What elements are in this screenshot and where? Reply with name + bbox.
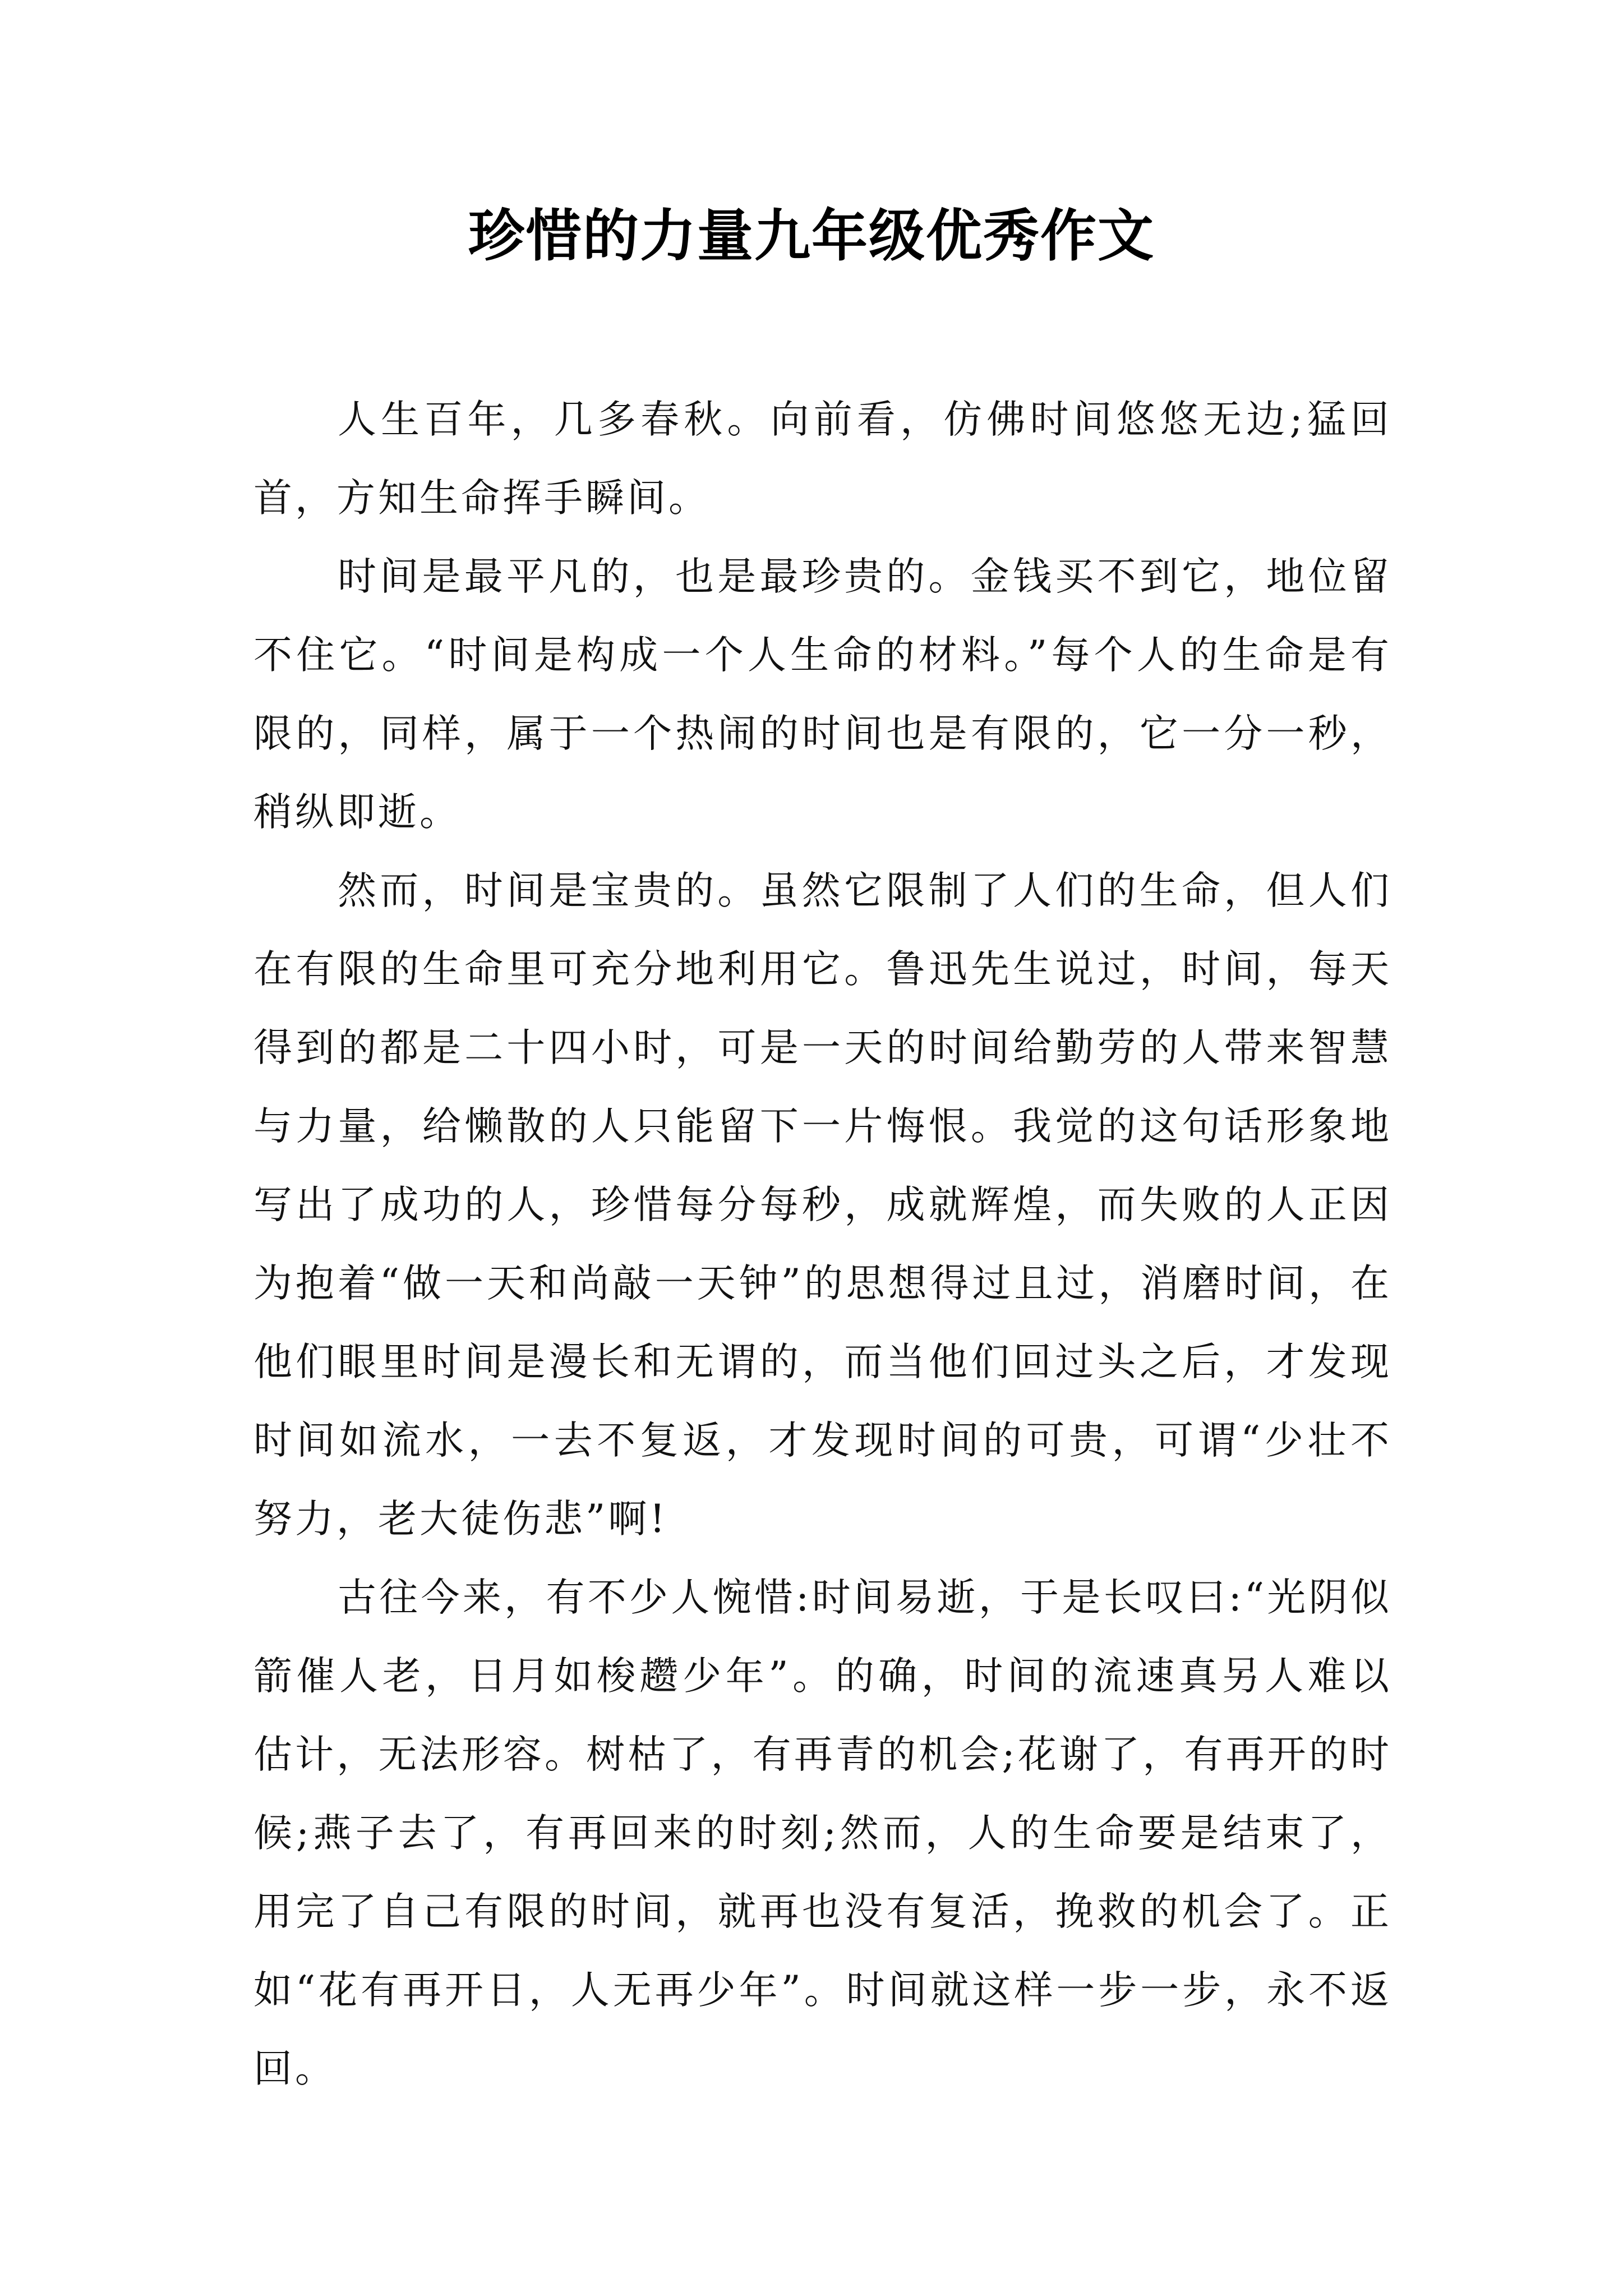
document-title: 珍惜的力量九年级优秀作文 — [468, 203, 1155, 269]
paragraph-3: 然而，时间是宝贵的。虽然它限制了人们的生命，但人们在有限的生命里可充分地利用它。鲁迅先生说过，时间，每天得到的都是二十四小时，可是一天的时间给勤劳的人带来智慧与力量，给懒散的人只能留下一片悔恨。我觉的这句话形象地写出了成功的人，珍惜每分每秒，成就辉煌，而失败的人正因为抱着“做一天和尚敲一天钟”的思想得过且过，消磨时间，在他们眼里时间是漫长和无谓的，而当他们回过头之后，才发现时间如流水，一去不复返，才发现时间的可贵，可谓“少壮不努力，老大徒伤悲”啊! — [253, 868, 1392, 1542]
paragraph-4: 古往今来，有不少人惋惜:时间易逝，于是长叹曰:“光阴似箭催人老，日月如梭趱少年”。的确，时间的流速真另人难以估计，无法形容。树枯了，有再青的机会;花谢了，有再开的时候;燕子去了，有再回来的时刻;然而，人的生命要是结束了，用完了自己有限的时间，就再也没有复活，挽救的机会了。正如“花有再开日，人无再少年”。时间就这样一步一步，永不返回。 — [253, 1575, 1392, 2091]
document-body — [253, 380, 1392, 2108]
paragraph-2: 时间是最平凡的，也是最珍贵的。金钱买不到它，地位留不住它。“时间是构成一个人生命的材料。”每个人的生命是有限的，同样，属于一个热闹的时间也是有限的，它一分一秒，稍纵即逝。 — [253, 554, 1392, 835]
paragraph-1: 人生百年，几多春秋。向前看，仿佛时间悠悠无边;猛回首，方知生命挥手瞬间。 — [253, 397, 1392, 521]
